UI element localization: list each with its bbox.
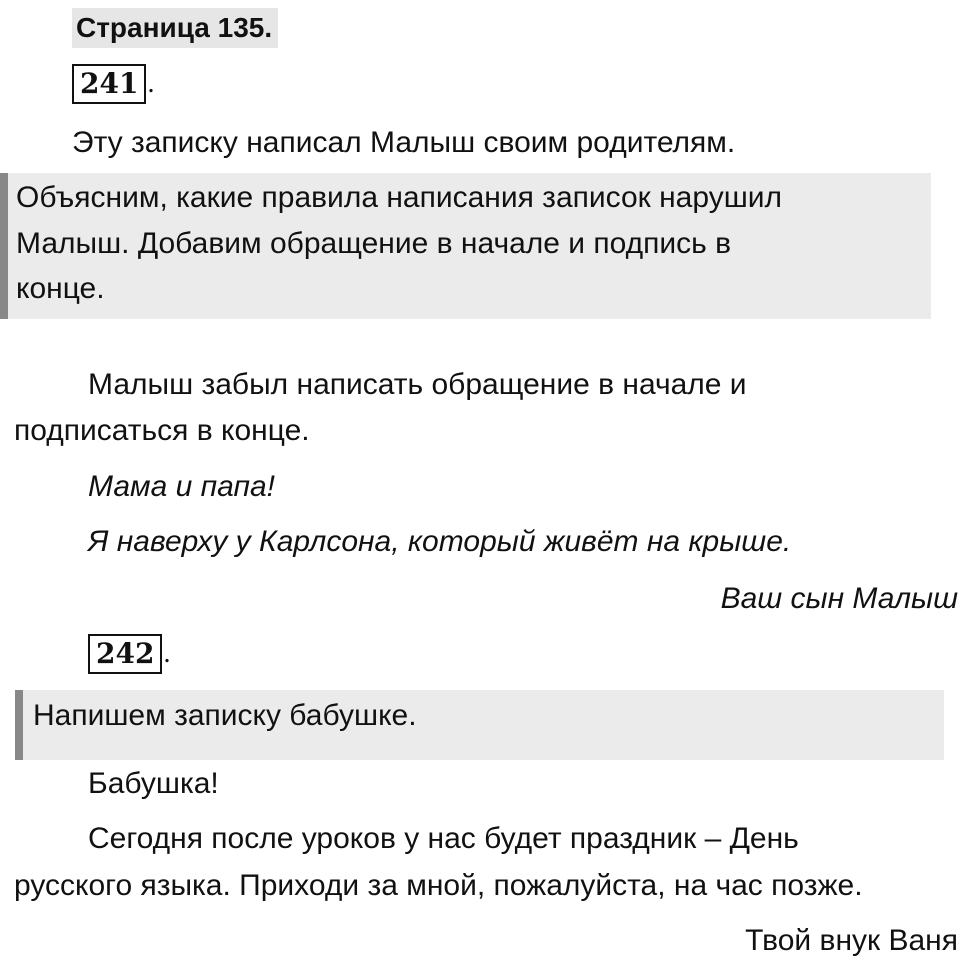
exercise-242-number bbox=[88, 634, 170, 674]
task-line-1: Объясним, какие правила написания записок нарушил bbox=[16, 181, 783, 214]
exercise-241-intro: Эту записку написал Малыш своим родителям. bbox=[72, 126, 736, 159]
task-line-1: Напишем записку бабушке. bbox=[33, 699, 417, 732]
note-greeting: Мама и папа! bbox=[88, 470, 276, 503]
note-body: Я наверху у Карлсона, который живёт на крыше. bbox=[88, 525, 792, 558]
exercise-241-task-box bbox=[0, 173, 931, 319]
note-greeting: Бабушка! bbox=[88, 767, 219, 800]
note-body-line-1: Сегодня после уроков у нас будет праздник – День bbox=[88, 822, 799, 855]
task-line-3: конце. bbox=[16, 272, 105, 305]
page-title: Страница 135. bbox=[72, 8, 278, 48]
exercise-number-box: 241 bbox=[72, 64, 146, 104]
answer-line-2: подписаться в конце. bbox=[14, 414, 310, 447]
exercise-number-dot: . bbox=[147, 68, 155, 99]
exercise-number-box: 242 bbox=[88, 634, 162, 674]
task-line-2: Малыш. Добавим обращение в начале и подпись в bbox=[16, 227, 732, 260]
note-signature: Твой внук Ваня bbox=[745, 924, 958, 957]
exercise-number-dot: . bbox=[163, 638, 171, 669]
exercise-241-number bbox=[72, 64, 154, 104]
note-signature: Ваш сын Малыш bbox=[720, 582, 958, 615]
answer-line-1: Малыш забыл написать обращение в начале и bbox=[88, 368, 747, 401]
exercise-242-task-box bbox=[15, 690, 944, 760]
note-body-line-2: русского языка. Приходи за мной, пожалуйста, на час позже. bbox=[14, 869, 863, 902]
